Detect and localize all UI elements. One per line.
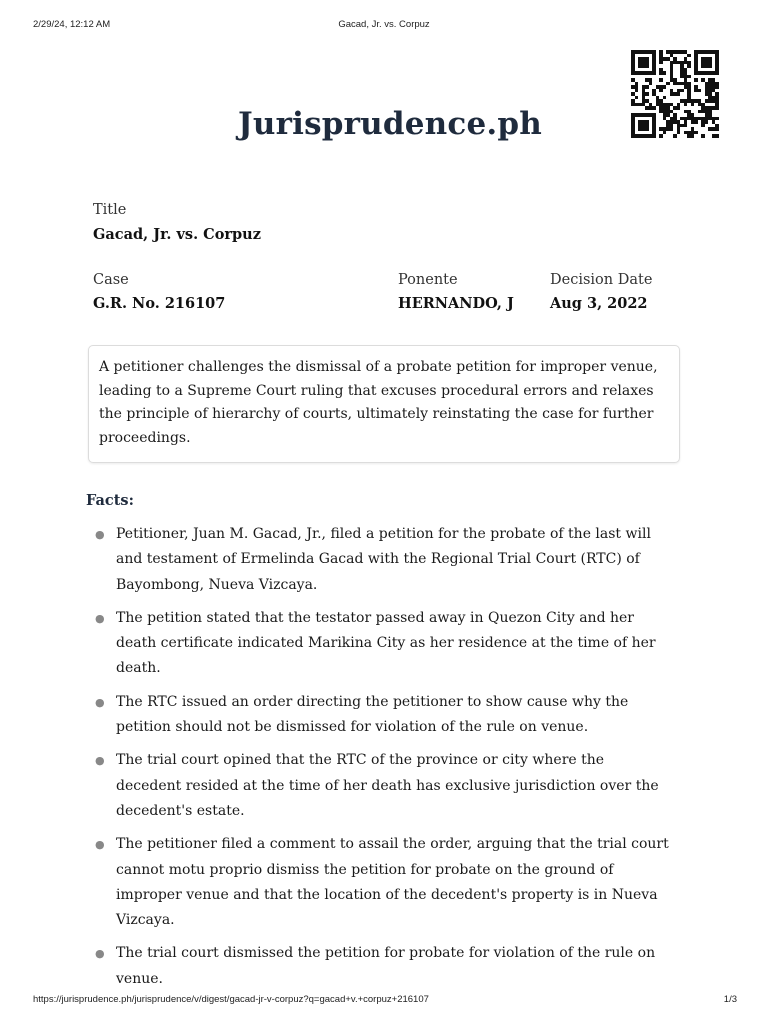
site-title: Jurisprudence.ph xyxy=(237,106,543,142)
fact-text: The petitioner filed a comment to assail the order, arguing that the trial court cannot motu proprio dismiss the petition for probate on the ground of improper venue and that the location of the decedent's property is in Nueva Vizcaya. xyxy=(116,836,669,929)
print-page-number: 1/3 xyxy=(723,994,737,1005)
summary-box xyxy=(88,345,680,463)
fact-text: The petition stated that the testator passed away in Quezon City and her death certificate indicated Marikina City as her residence at the time of her death. xyxy=(116,609,656,677)
list-item xyxy=(93,690,673,741)
ponente-label: Ponente xyxy=(398,272,458,288)
bullet-icon: ● xyxy=(95,528,105,541)
case-value: G.R. No. 216107 xyxy=(93,295,226,312)
summary-text: A petitioner challenges the dismissal of a probate petition for improper venue, leading to a Supreme Court ruling that excuses procedural errors and relaxes the principle of hierarchy of courts, ultimately reinstating the case for further proceedings. xyxy=(99,359,658,446)
facts-list xyxy=(93,522,673,1000)
print-datetime: 2/29/24, 12:12 AM xyxy=(33,19,111,30)
title-label: Title xyxy=(93,202,127,218)
bullet-icon: ● xyxy=(95,838,105,852)
fact-text: Petitioner, Juan M. Gacad, Jr., filed a petition for the probate of the last will and testament of Ermelinda Gacad with the Regional Trial Court (RTC) of Bayombong, Nueva Vizcaya. xyxy=(116,526,651,593)
bullet-icon: ● xyxy=(95,947,105,961)
bullet-icon: ● xyxy=(95,754,105,768)
print-header xyxy=(0,19,768,33)
facts-heading: Facts: xyxy=(86,492,134,509)
case-label: Case xyxy=(93,272,129,288)
decision-date-value: Aug 3, 2022 xyxy=(550,295,648,312)
bullet-icon: ● xyxy=(95,695,105,709)
fact-text: The trial court dismissed the petition for probate for violation of the rule on venue. xyxy=(116,945,656,987)
print-footer xyxy=(0,994,768,1008)
bullet-icon: ● xyxy=(95,611,105,625)
list-item xyxy=(93,522,673,598)
fact-text: The trial court opined that the RTC of the province or city where the decedent resided at the time of her death has exclusive jurisdiction over the decedent's estate. xyxy=(116,752,659,819)
ponente-value: HERNANDO, J xyxy=(398,295,514,312)
list-item xyxy=(93,606,673,682)
print-url: https://jurisprudence.ph/jurisprudence/v/digest/gacad-jr-v-corpuz?q=gacad+v.+corpuz+216107 xyxy=(33,994,429,1005)
list-item xyxy=(93,832,673,933)
print-page-title: Gacad, Jr. vs. Corpuz xyxy=(338,19,430,30)
fact-text: The RTC issued an order directing the petitioner to show cause why the petition should not be dismissed for violation of the rule on venue. xyxy=(116,693,629,736)
list-item xyxy=(93,748,673,824)
title-value: Gacad, Jr. vs. Corpuz xyxy=(93,226,261,243)
list-item xyxy=(93,941,673,992)
decision-date-label: Decision Date xyxy=(550,272,653,288)
